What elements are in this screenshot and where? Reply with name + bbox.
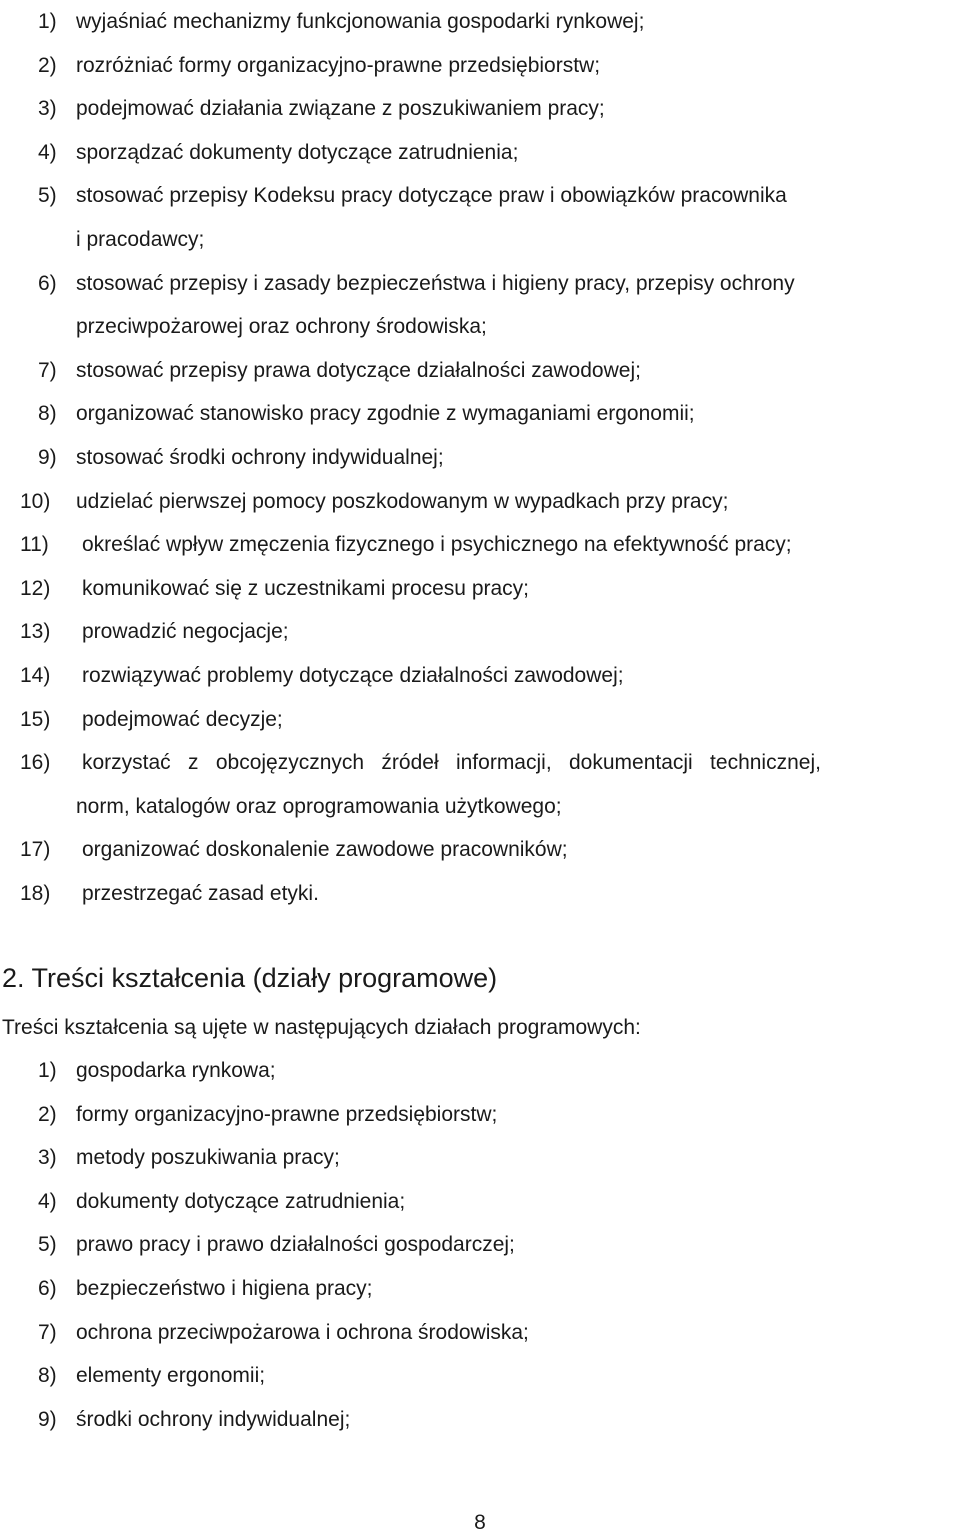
list-item	[0, 392, 960, 436]
item-text: przestrzegać zasad etyki.	[82, 881, 319, 905]
item-number: 3)	[38, 97, 57, 121]
list-item	[0, 1311, 960, 1355]
item-text: prowadzić negocjacje;	[82, 620, 289, 644]
item-text: komunikować się z uczestnikami procesu pracy;	[82, 576, 530, 600]
item-number: 15)	[20, 707, 51, 731]
item-number: 5)	[38, 184, 57, 208]
item-text: gospodarka rynkowa;	[76, 1059, 276, 1082]
item-number: 1)	[38, 1059, 57, 1082]
item-text: dokumenty dotyczące zatrudnienia;	[76, 1189, 406, 1213]
item-number: 8)	[38, 402, 57, 426]
item-text: organizować stanowisko pracy zgodnie z wymaganiami ergonomii;	[76, 402, 695, 426]
section-heading: 2. Treści kształcenia (działy programowe)	[2, 963, 498, 993]
item-text: wyjaśniać mechanizmy funkcjonowania gospodarki rynkowej;	[76, 10, 645, 33]
item-text: prawo pracy i prawo działalności gospodarczej;	[76, 1233, 515, 1257]
item-number: 7)	[38, 358, 57, 382]
section-intro: Treści kształcenia są ujęte w następujących działach programowych:	[2, 1016, 641, 1039]
item-text: podejmować decyzje;	[82, 707, 283, 731]
item-text: bezpieczeństwo i higiena pracy;	[76, 1276, 373, 1300]
item-text: podejmować działania związane z poszukiwaniem pracy;	[76, 97, 605, 121]
item-text: określać wpływ zmęczenia fizycznego i psychicznego na efektywność pracy;	[82, 533, 792, 557]
item-text: elementy ergonomii;	[76, 1364, 266, 1388]
list-item	[0, 1136, 960, 1180]
item-number: 12)	[20, 576, 51, 600]
item-text: stosować środki ochrony indywidualnej;	[76, 445, 444, 469]
item-number: 14)	[20, 663, 51, 687]
item-text: stosować przepisy Kodeksu pracy dotyczące praw i obowiązków pracownika	[76, 184, 787, 208]
item-number: 6)	[38, 271, 57, 295]
item-number: 17)	[20, 838, 51, 862]
item-number: 18)	[20, 881, 51, 905]
list-item	[0, 523, 960, 567]
item-number: 9)	[38, 445, 57, 469]
list-item	[0, 1049, 960, 1093]
list-item	[0, 1180, 960, 1224]
item-text: ochrona przeciwpożarowa i ochrona środowiska;	[76, 1320, 529, 1344]
list-item	[0, 349, 960, 393]
item-text: środki ochrony indywidualnej;	[76, 1407, 351, 1431]
item-number: 4)	[38, 1189, 57, 1213]
item-text: korzystać z obcojęzycznych źródeł informacji, dokumentacji technicznej,	[82, 751, 821, 775]
item-number: 1)	[38, 10, 57, 33]
item-text: stosować przepisy i zasady bezpieczeństwa i higieny pracy, przepisy ochrony	[76, 271, 795, 295]
list-item	[0, 174, 960, 261]
list-item	[0, 828, 960, 872]
item-text: rozróżniać formy organizacyjno-prawne przedsiębiorstw;	[76, 53, 601, 77]
item-number: 10)	[20, 489, 51, 513]
list-item	[0, 480, 960, 524]
list-item	[0, 131, 960, 175]
list-item	[0, 872, 960, 916]
item-number: 4)	[38, 140, 57, 164]
item-number: 16)	[20, 751, 51, 775]
list-item	[0, 610, 960, 654]
list-item	[0, 436, 960, 480]
item-text: udzielać pierwszej pomocy poszkodowanym w wypadkach przy pracy;	[76, 489, 729, 513]
list-item	[0, 567, 960, 611]
program-sections-list	[0, 1049, 960, 1441]
item-number: 5)	[38, 1233, 57, 1257]
list-item	[0, 1223, 960, 1267]
item-number: 3)	[38, 1146, 57, 1170]
item-text: stosować przepisy prawa dotyczące działalności zawodowej;	[76, 358, 641, 382]
item-text-continuation: i pracodawcy;	[76, 227, 205, 251]
list-item	[0, 698, 960, 742]
list-item	[0, 262, 960, 349]
item-text: formy organizacyjno-prawne przedsiębiorstw;	[76, 1102, 498, 1126]
item-text: metody poszukiwania pracy;	[76, 1146, 340, 1170]
list-item	[0, 654, 960, 698]
item-number: 6)	[38, 1276, 57, 1300]
list-item	[0, 1354, 960, 1398]
list-item	[0, 1093, 960, 1137]
item-number: 9)	[38, 1407, 57, 1431]
item-text-continuation: przeciwpożarowej oraz ochrony środowiska;	[76, 315, 487, 339]
item-text: sporządzać dokumenty dotyczące zatrudnienia;	[76, 140, 519, 164]
list-item	[0, 44, 960, 88]
list-item	[0, 741, 960, 828]
item-number: 8)	[38, 1364, 57, 1388]
item-text: organizować doskonalenie zawodowe pracowników;	[82, 838, 568, 862]
list-item	[0, 0, 960, 44]
item-number: 7)	[38, 1320, 57, 1344]
list-item	[0, 1398, 960, 1442]
item-number: 13)	[20, 620, 51, 644]
item-text-continuation: norm, katalogów oraz oprogramowania użytkowego;	[76, 794, 562, 818]
page-number: 8	[474, 1511, 486, 1534]
list-item	[0, 1267, 960, 1311]
list-item	[0, 87, 960, 131]
item-text: rozwiązywać problemy dotyczące działalności zawodowej;	[82, 663, 624, 687]
item-number: 2)	[38, 53, 57, 77]
item-number: 11)	[20, 533, 49, 557]
item-number: 2)	[38, 1102, 57, 1126]
